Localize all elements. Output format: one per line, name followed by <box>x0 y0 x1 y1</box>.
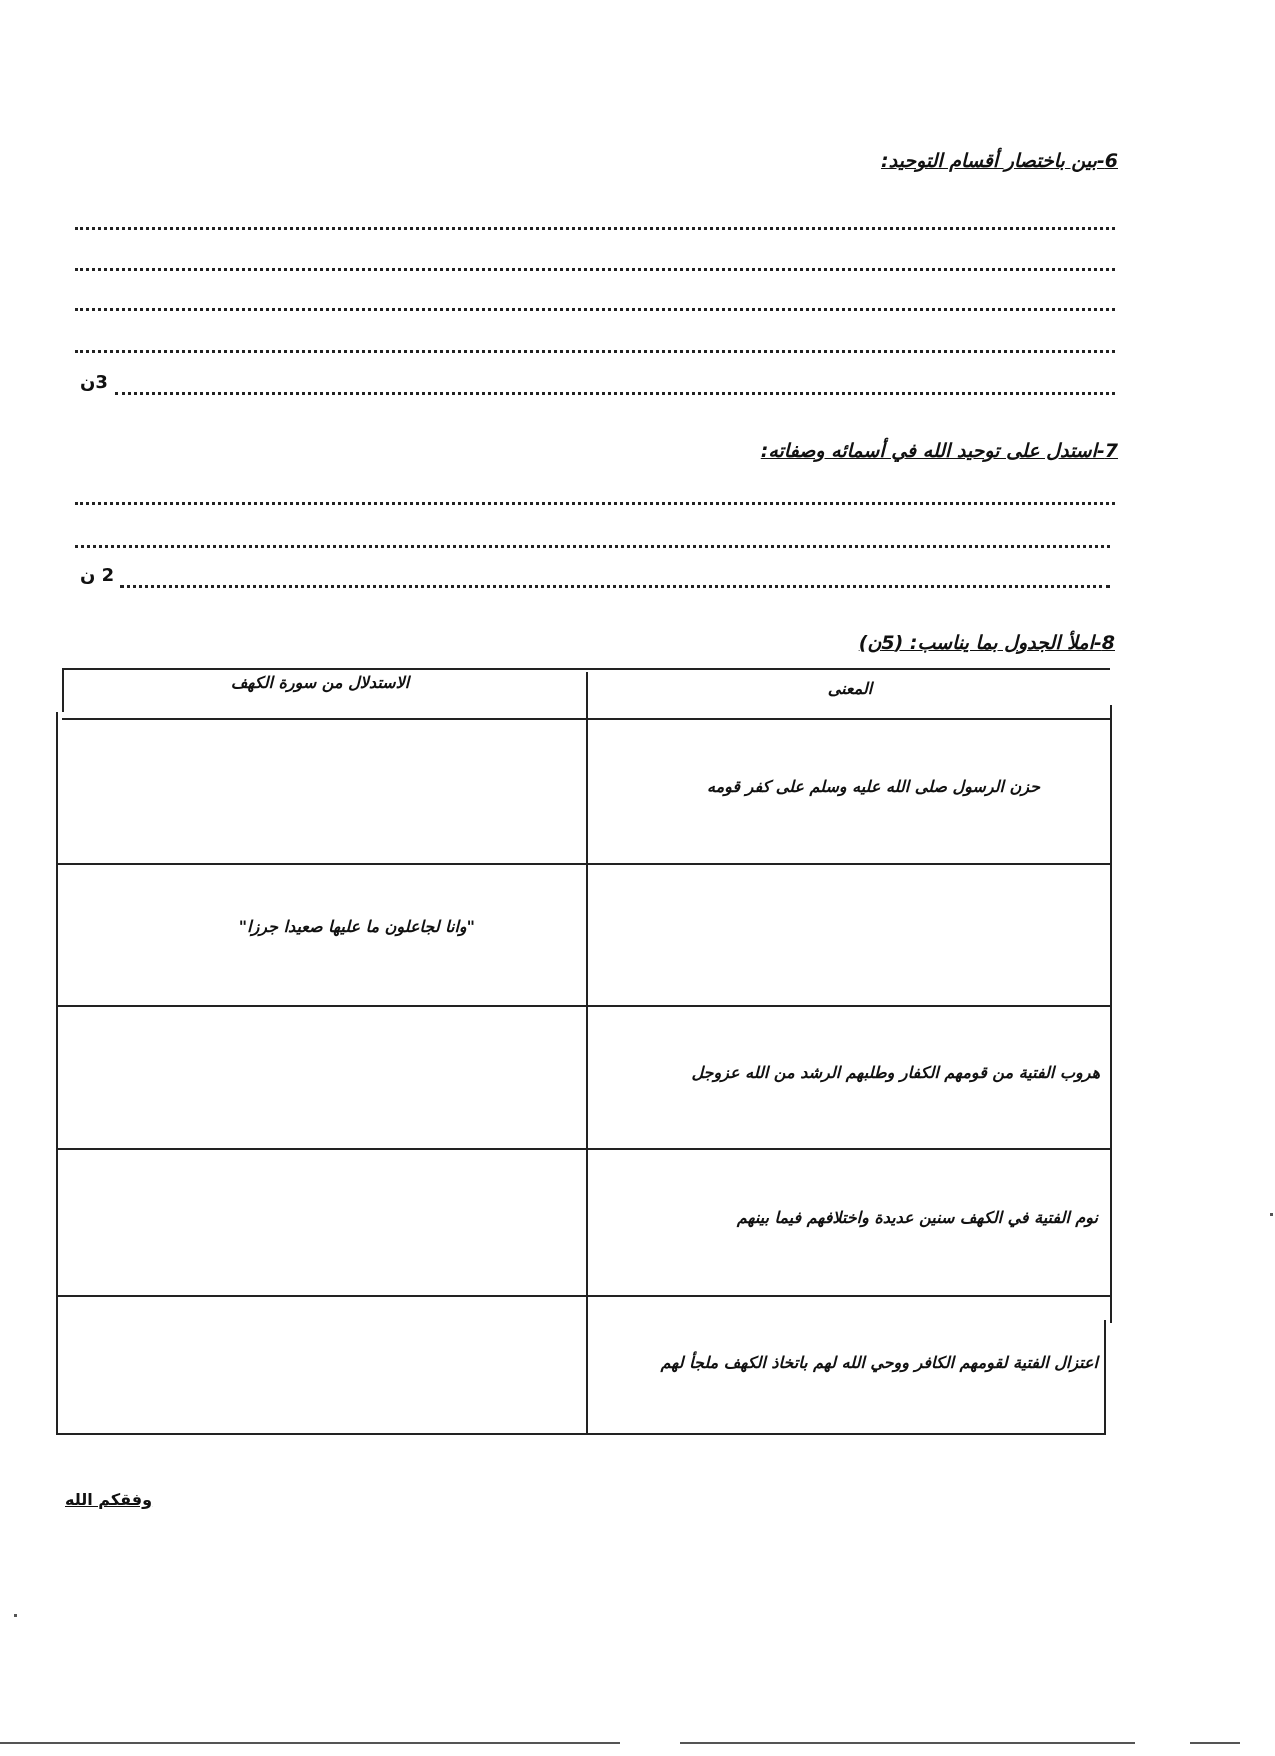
table-column-divider <box>586 672 588 1434</box>
scan-dot <box>14 1614 17 1617</box>
table-cell-evidence-answer[interactable] <box>62 1155 582 1290</box>
table-row-divider <box>56 1005 1110 1007</box>
answer-line[interactable] <box>75 502 1115 505</box>
answer-line[interactable] <box>75 350 1115 353</box>
answer-line[interactable] <box>75 227 1115 230</box>
table-border <box>62 668 64 712</box>
answer-line[interactable] <box>115 392 1115 395</box>
question-6-title: 6-بين باختصار أقسام التوحيد: <box>881 150 1118 172</box>
table-cell-meaning: اعتزال الفتية لقومهم الكافر ووحي الله لهم باتخاذ الكهف ملجأ لهم <box>660 1353 1098 1372</box>
table-cell-meaning: حزن الرسول صلى الله عليه وسلم على كفر قومه <box>707 777 1040 796</box>
table-row-divider <box>56 1148 1110 1150</box>
table-border <box>1110 705 1112 1323</box>
table-border <box>62 668 1110 670</box>
answer-line[interactable] <box>120 585 1110 588</box>
table-cell-meaning-answer[interactable] <box>592 872 1107 997</box>
table-cell-evidence-answer[interactable] <box>62 730 582 850</box>
table-cell-evidence-answer[interactable] <box>62 1012 582 1142</box>
table-cell-meaning: نوم الفتية في الكهف سنين عديدة واختلافهم فيما بينهم <box>736 1208 1098 1227</box>
table-border <box>56 712 58 1434</box>
table-header-evidence: الاستدلال من سورة الكهف <box>230 673 410 692</box>
table-row-divider <box>56 863 1110 865</box>
table-cell-evidence: "وانا لجاعلون ما عليها صعيدا جرزا" <box>238 917 475 936</box>
scan-edge-line <box>0 1742 620 1744</box>
answer-line[interactable] <box>75 268 1115 271</box>
question-6-score: 3ن <box>80 372 108 393</box>
answer-line[interactable] <box>75 308 1115 311</box>
question-7-title: 7-استدل على توحيد الله في أسمائه وصفاته: <box>760 440 1118 462</box>
closing-text: وفقكم الله <box>65 1490 153 1509</box>
table-row-divider <box>62 718 1110 720</box>
answer-line[interactable] <box>75 545 1110 548</box>
scan-edge-line <box>680 1742 1135 1744</box>
scan-dot <box>1270 1213 1273 1216</box>
question-8-title: 8-املأ الجدول بما يناسب: (5ن) <box>858 632 1115 654</box>
table-row-divider <box>56 1295 1110 1297</box>
table-cell-evidence-answer[interactable] <box>62 1302 582 1427</box>
table-border <box>56 1433 1106 1435</box>
table-border <box>1104 1320 1106 1434</box>
table-header-meaning: المعنى <box>827 679 873 698</box>
table-cell-meaning: هروب الفتية من قومهم الكفار وطلبهم الرشد من الله عزوجل <box>691 1063 1100 1082</box>
question-7-score: 2 ن <box>80 565 115 586</box>
scan-edge-line <box>1190 1742 1240 1744</box>
